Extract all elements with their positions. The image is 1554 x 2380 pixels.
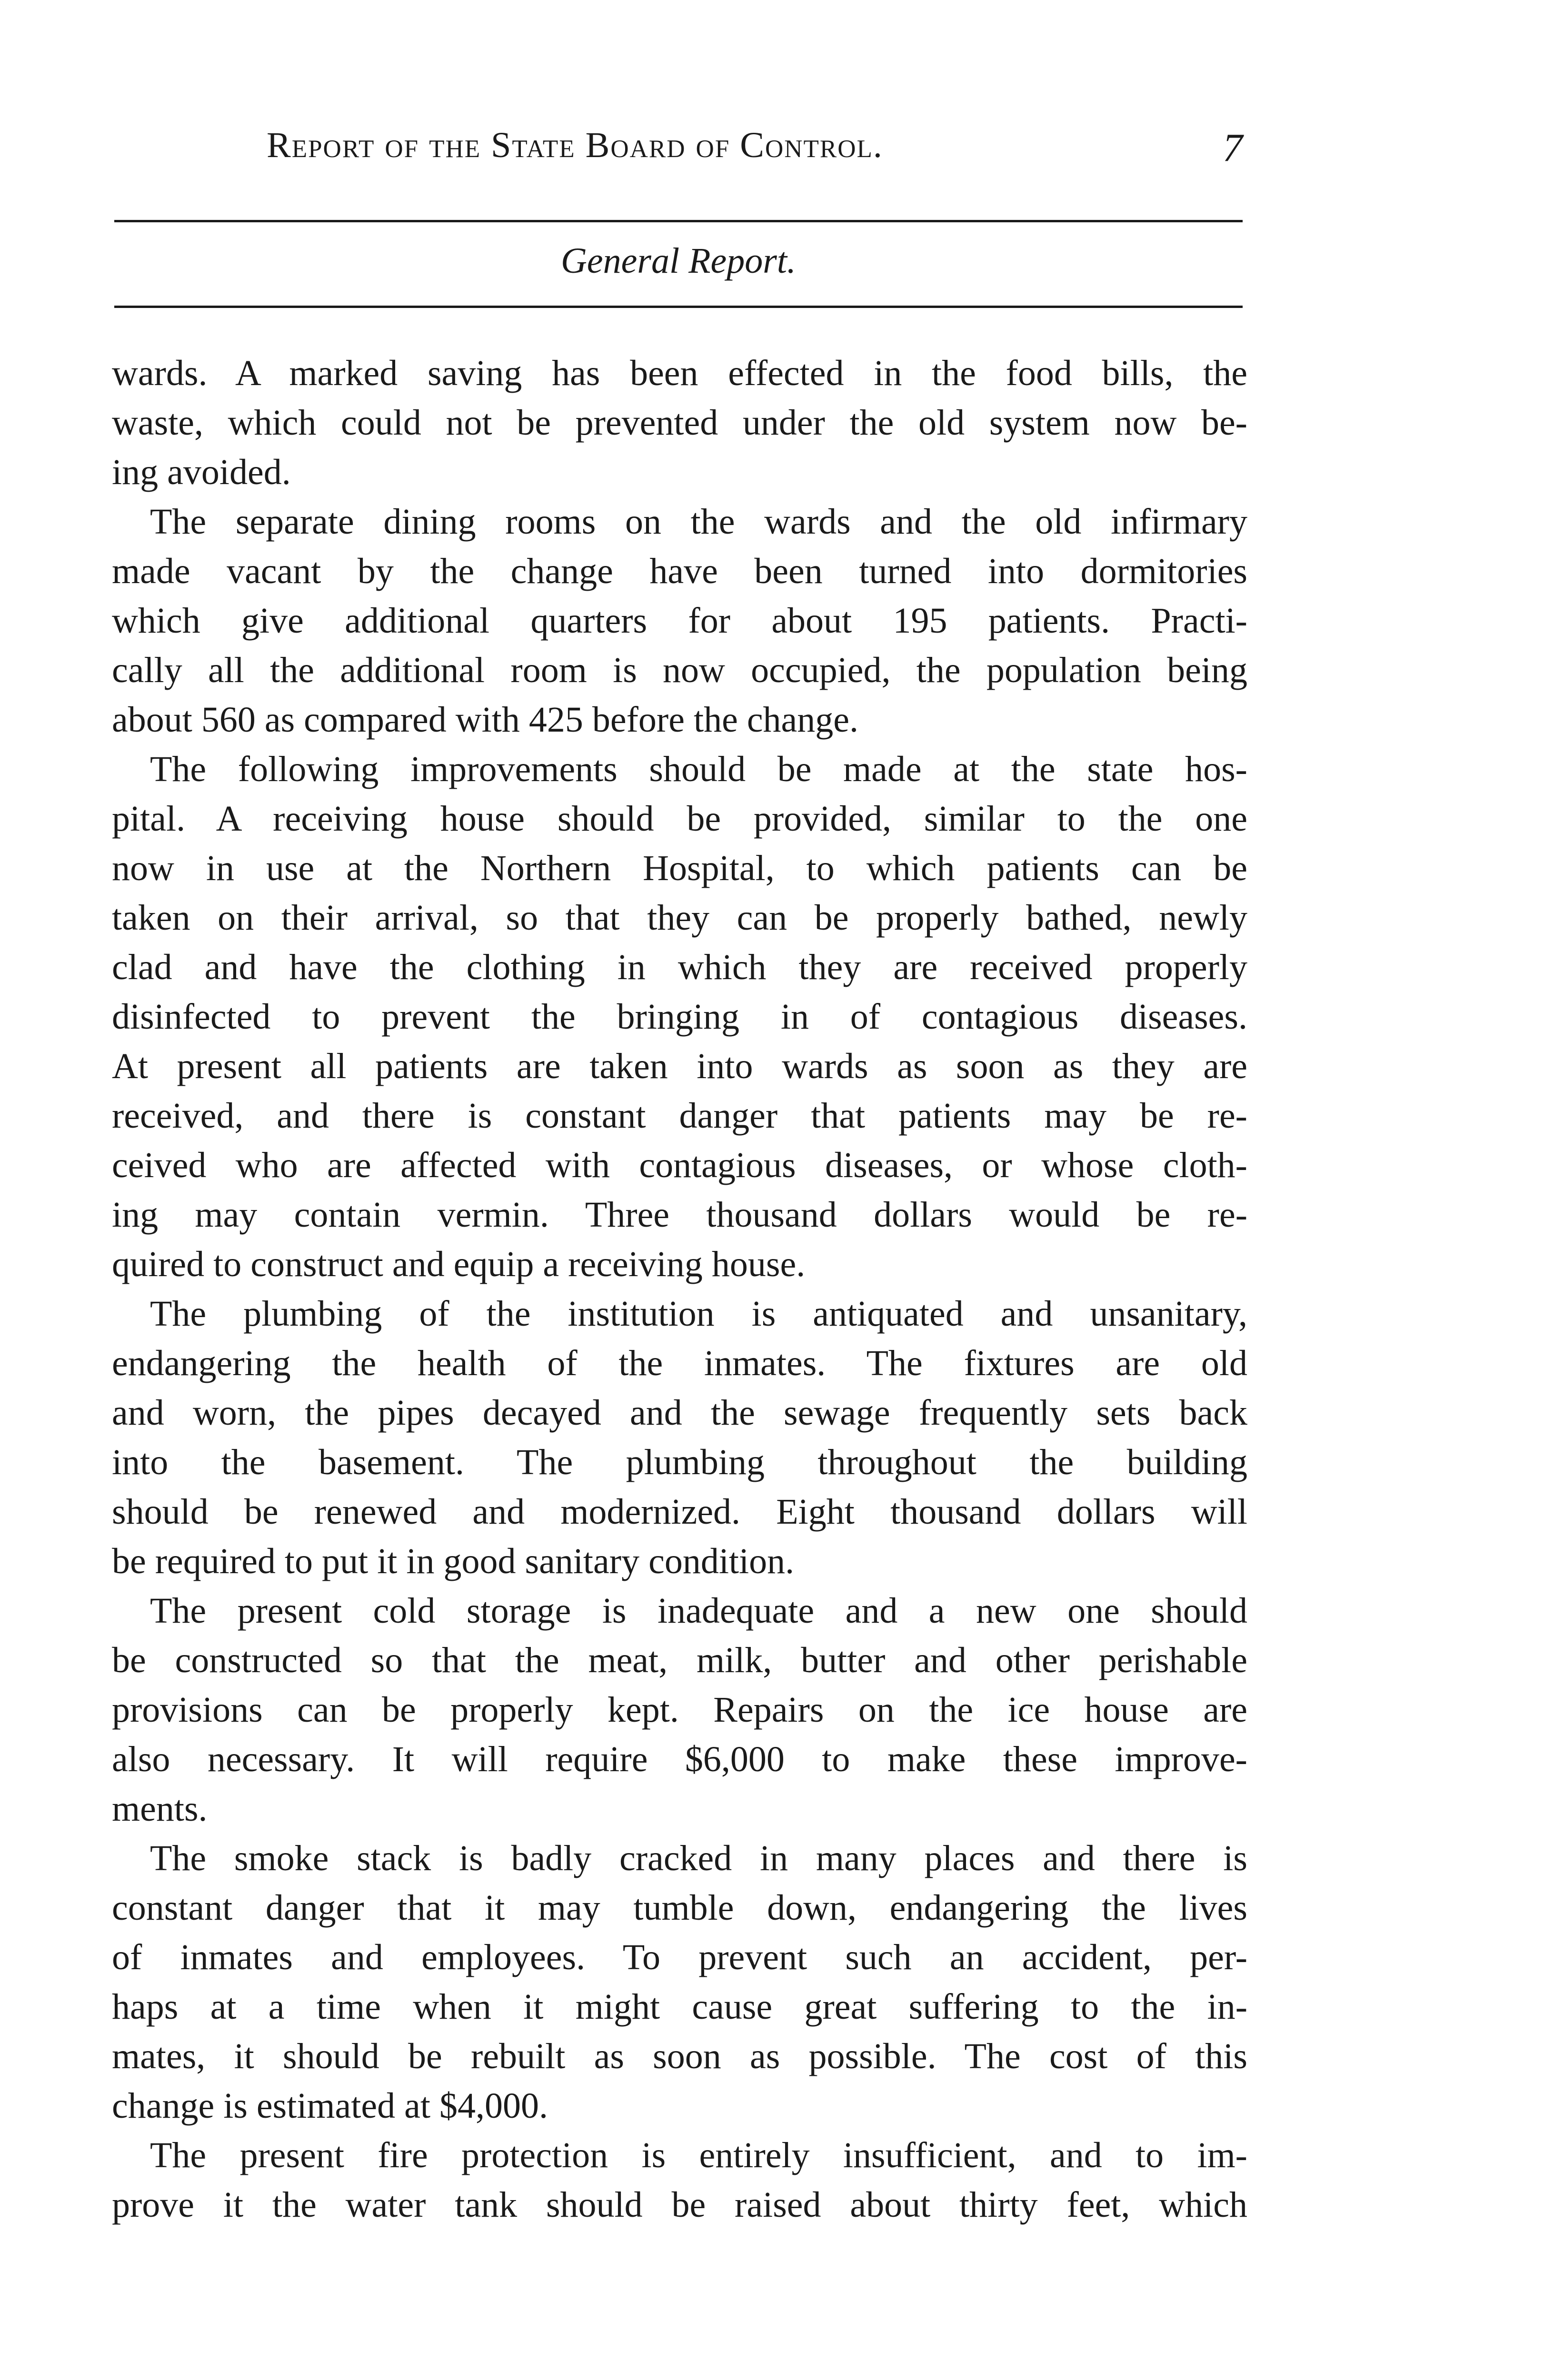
text-line: ing avoided. [112, 452, 291, 492]
text-line: received, and there is constant danger that patients may be re- [112, 1096, 1247, 1136]
text-line: constant danger that it may tumble down, endangering the lives [112, 1888, 1247, 1928]
text-line: ing may contain vermin. Three thousand dollars would be re- [112, 1195, 1247, 1235]
paragraph [112, 2131, 1247, 2230]
text-line: cally all the additional room is now occupied, the population being [112, 650, 1247, 690]
paragraph [112, 744, 1247, 1289]
text-line: also necessary. It will require $6,000 to make these improve- [112, 1739, 1247, 1779]
header-rule-bottom [114, 306, 1243, 308]
text-line: pital. A receiving house should be provided, similar to the one [112, 799, 1247, 839]
text-line: about 560 as compared with 425 before the change. [112, 700, 859, 740]
text-line: The smoke stack is badly cracked in many places and there is [150, 1838, 1247, 1878]
text-line: ceived who are affected with contagious diseases, or whose cloth- [112, 1145, 1247, 1185]
text-line: and worn, the pipes decayed and the sewage frequently sets back [112, 1393, 1247, 1433]
text-line: should be renewed and modernized. Eight thousand dollars will [112, 1492, 1247, 1532]
text-line: taken on their arrival, so that they can be properly bathed, newly [112, 898, 1247, 938]
text-line: The plumbing of the institution is antiquated and unsanitary, [150, 1294, 1247, 1334]
text-line: be constructed so that the meat, milk, butter and other perishable [112, 1640, 1247, 1680]
header-rule-top [114, 220, 1243, 222]
text-line: wards. A marked saving has been effected in the food bills, the [112, 353, 1247, 393]
text-line: disinfected to prevent the bringing in of contagious diseases. [112, 997, 1247, 1037]
paragraph [112, 1289, 1247, 1586]
running-head [114, 125, 1243, 177]
body-text [112, 348, 1247, 2230]
paragraph [112, 1834, 1247, 2131]
text-line: The present fire protection is entirely insufficient, and to im- [150, 2135, 1247, 2175]
text-line: clad and have the clothing in which they are received properly [112, 947, 1247, 987]
text-line: made vacant by the change have been turned into dormitories [112, 551, 1247, 591]
text-line: quired to construct and equip a receiving house. [112, 1244, 806, 1284]
text-line: The present cold storage is inadequate and a new one should [150, 1591, 1247, 1631]
text-line: ments. [112, 1789, 208, 1829]
text-line: waste, which could not be prevented under the old system now be- [112, 403, 1247, 443]
text-line: change is estimated at $4,000. [112, 2086, 548, 2126]
text-line: provisions can be properly kept. Repairs on the ice house are [112, 1690, 1247, 1730]
text-line: which give additional quarters for about 195 patients. Practi- [112, 601, 1247, 641]
text-line: The following improvements should be made at the state hos- [150, 749, 1247, 789]
text-line: mates, it should be rebuilt as soon as possible. The cost of this [112, 2036, 1247, 2076]
paragraph [112, 1586, 1247, 1834]
text-line: into the basement. The plumbing throughout the building [112, 1442, 1247, 1482]
running-title: Report of the State Board of Control. [267, 125, 883, 165]
text-line: At present all patients are taken into wards as soon as they are [112, 1046, 1247, 1086]
text-line: prove it the water tank should be raised about thirty feet, which [112, 2185, 1247, 2225]
paragraph [112, 497, 1247, 744]
text-line: now in use at the Northern Hospital, to which patients can be [112, 848, 1247, 888]
text-line: be required to put it in good sanitary condition. [112, 1541, 795, 1581]
paragraph [112, 348, 1247, 497]
text-line: of inmates and employees. To prevent such an accident, per- [112, 1937, 1247, 1977]
page-number: 7 [1223, 126, 1243, 170]
text-line: The separate dining rooms on the wards and the old infirmary [150, 502, 1247, 542]
text-line: haps at a time when it might cause great suffering to the in- [112, 1987, 1247, 2027]
section-title: General Report. [561, 241, 796, 281]
text-line: endangering the health of the inmates. The fixtures are old [112, 1343, 1247, 1383]
